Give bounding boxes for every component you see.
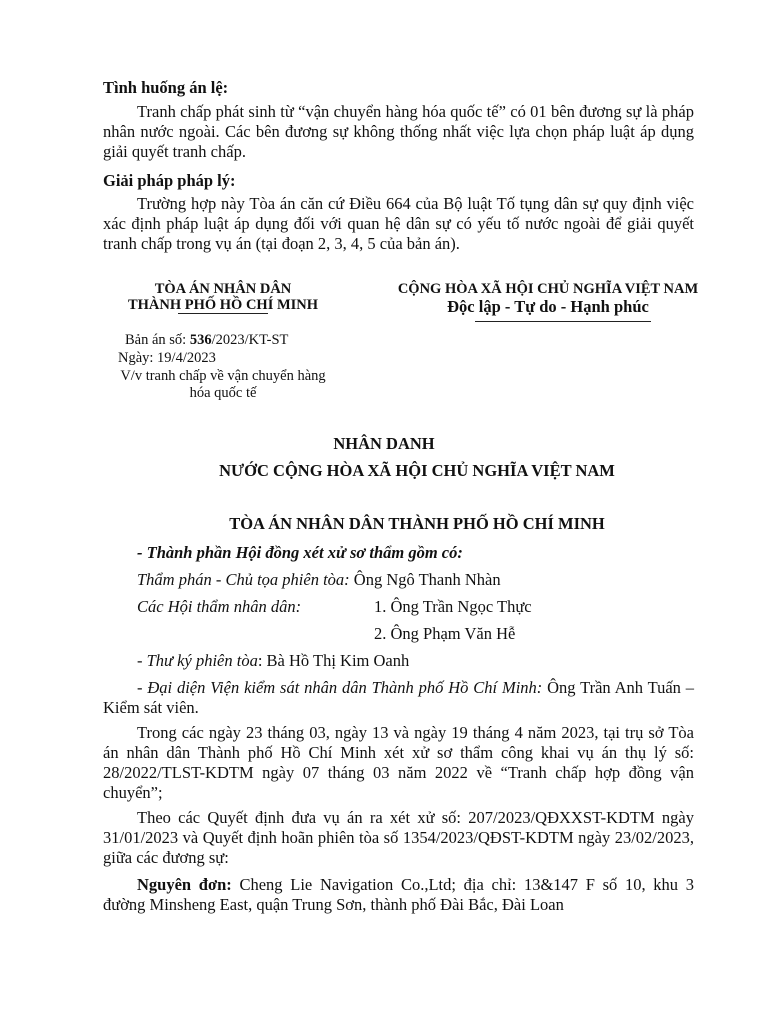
court-title: TÒA ÁN NHÂN DÂN THÀNH PHỐ HỒ CHÍ MINH bbox=[229, 514, 605, 533]
plaintiff-paragraph bbox=[103, 875, 694, 915]
court-underline bbox=[178, 313, 268, 314]
procuracy-paragraph bbox=[103, 678, 694, 718]
case-prefix: Bản án số: bbox=[125, 332, 190, 348]
clerk-label: Thư ký phiên tòa bbox=[146, 651, 258, 670]
title-line2: NƯỚC CỘNG HÒA XÃ HỘI CHỦ NGHĨA VIỆT NAM bbox=[219, 461, 615, 480]
case-number bbox=[125, 331, 288, 349]
judge-line bbox=[137, 570, 501, 590]
panel-heading: - Thành phần Hội đồng xét xử sơ thẩm gồm có: bbox=[137, 543, 463, 562]
trial-paragraph: Trong các ngày 23 tháng 03, ngày 13 và ngày 19 tháng 4 năm 2023, tại trụ sở Tòa án nhân dân Thành phố Hồ Chí Minh xét xử sơ thẩm công khai vụ án thụ lý số: 28/2022/TLST-KDTM ngày 07 tháng 03 năm 2022 về “Tranh chấp hợp đồng vận chuyển”; bbox=[103, 723, 694, 802]
assessor-2: 2. Ông Phạm Văn Hễ bbox=[374, 624, 516, 643]
clerk-prefix: - bbox=[137, 651, 147, 670]
court-name-line2: THÀNH PHỐ HỒ CHÍ MINH bbox=[127, 297, 319, 313]
republic-title: CỘNG HÒA XÃ HỘI CHỦ NGHĨA VIỆT NAM bbox=[397, 281, 699, 297]
situation-text: Tranh chấp phát sinh từ “vận chuyển hàng hóa quốc tế” có 01 bên đương sự là pháp nhân nước ngoài. Các bên đương sự không thống nhất việc lựa chọn pháp luật áp dụng giải quyết tranh chấp. bbox=[103, 102, 694, 161]
judge-label: Thẩm phán - Chủ tọa phiên tòa: bbox=[137, 570, 350, 589]
case-number-value: 536 bbox=[189, 332, 212, 348]
plaintiff-text: Cheng Lie Navigation Co.,Ltd; địa chỉ: 13&147 F số 10, khu 3 đường Minsheng East, quận Trung Sơn, thành phố Đài Bắc, Đài Loan bbox=[103, 875, 695, 914]
court-name-line1: TÒA ÁN NHÂN DÂN bbox=[154, 281, 292, 297]
solution-heading: Giải pháp pháp lý: bbox=[103, 171, 236, 190]
case-subject-line1: V/v tranh chấp về vận chuyển hàng bbox=[120, 368, 326, 384]
solution-text: Trường hợp này Tòa án căn cứ Điều 664 của Bộ luật Tố tụng dân sự quy định việc xác định pháp luật áp dụng đối với quan hệ dân sự có yếu tố nước ngoài để giải quyết tranh chấp trong vụ án (tại đoạn 2, 3, 4, 5 của bản án). bbox=[103, 194, 694, 253]
clerk-name: : Bà Hồ Thị Kim Oanh bbox=[257, 651, 410, 670]
clerk-line bbox=[137, 651, 409, 671]
motto-underline bbox=[475, 321, 651, 322]
national-motto: Độc lập - Tự do - Hạnh phúc bbox=[447, 297, 649, 316]
procuracy-label: - Đại diện Viện kiểm sát nhân dân Thành phố Hồ Chí Minh: bbox=[137, 678, 543, 697]
procuracy-name: Ông Trần Anh Tuấn – Kiểm sát viên. bbox=[103, 678, 694, 717]
case-suffix: /2023/KT-ST bbox=[211, 332, 289, 348]
judge-name: Ông Ngô Thanh Nhàn bbox=[349, 570, 501, 589]
situation-heading: Tình huống án lệ: bbox=[103, 78, 229, 97]
assessors-label: Các Hội thẩm nhân dân: bbox=[137, 597, 302, 616]
decision-paragraph: Theo các Quyết định đưa vụ án ra xét xử số: 207/2023/QĐXXST-KDTM ngày 31/01/2023 và Quyết định hoãn phiên tòa số 1354/2023/QĐST-KDTM ngày 23/02/2023, giữa các đương sự: bbox=[103, 808, 694, 867]
assessor-1: 1. Ông Trần Ngọc Thực bbox=[374, 597, 532, 616]
case-date: Ngày: 19/4/2023 bbox=[118, 350, 216, 366]
title-line1: NHÂN DANH bbox=[333, 434, 435, 453]
plaintiff-label: Nguyên đơn: bbox=[137, 875, 232, 894]
case-subject-line2: hóa quốc tế bbox=[189, 385, 257, 401]
